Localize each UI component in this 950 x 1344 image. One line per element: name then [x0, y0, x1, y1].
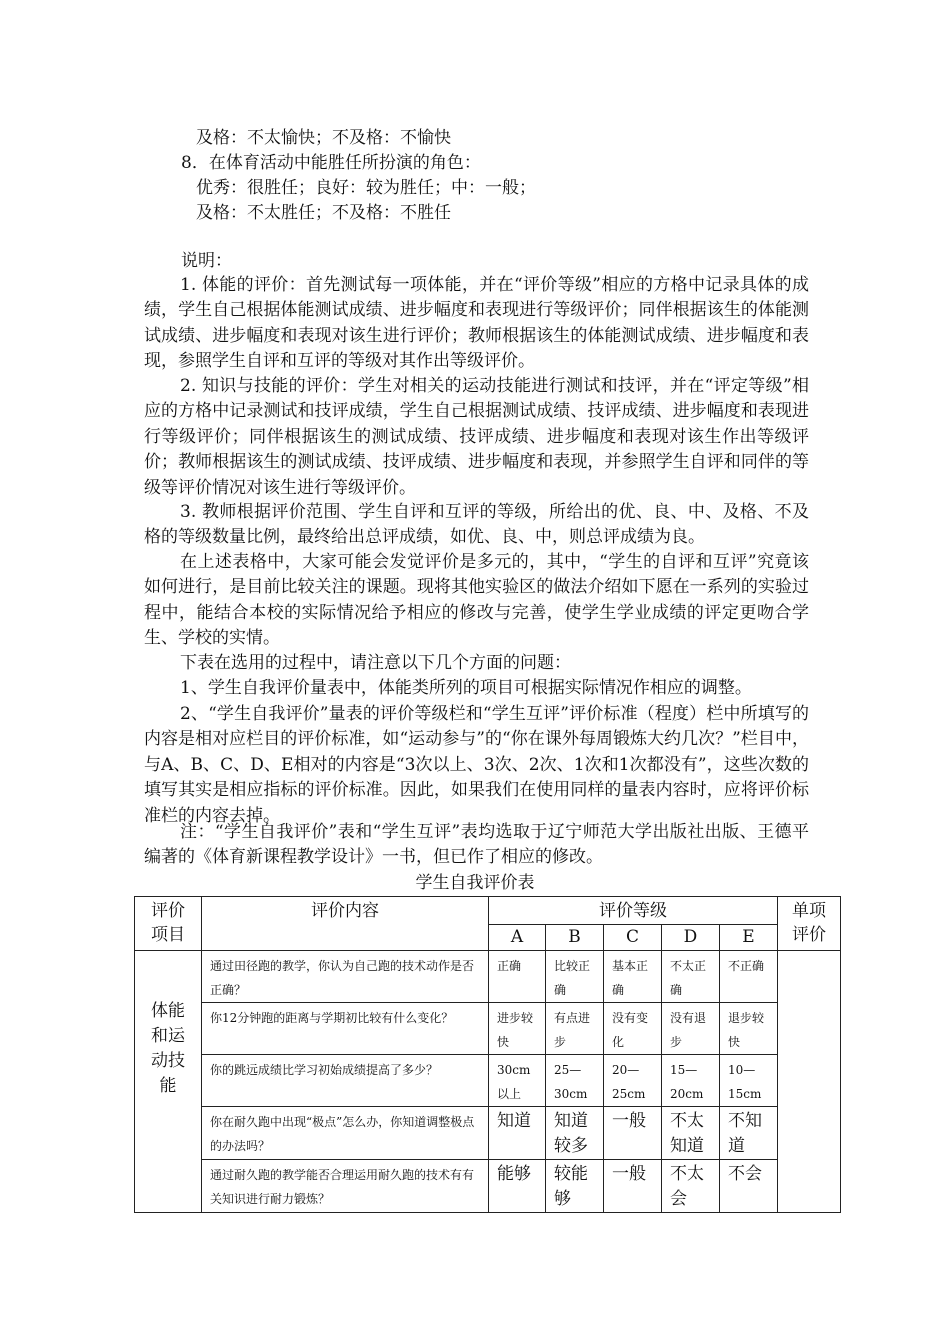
row-grade: 比较正确 — [546, 951, 604, 1003]
paragraph-point-2: 2、“学生自我评价”量表的评价等级栏和“学生互评”评价标准（程度）栏中所填写的内容是相对应栏目的评价标准，如“运动参与”的“你在课外每周锻炼大约几次？”栏目中，与A、B、C、D、E相对的内容是“3次以上、3次、2次、1次和1次都没有”，这些次数的填写其实是相应指标的评价标准。因此，如果我们在使用同样的量表内容时，应将评价标准栏的内容去掉。 — [144, 704, 809, 826]
paragraph-usage: 下表在选用的过程中，请注意以下几个方面的问题： — [180, 653, 571, 673]
header-grade: 评价等级 — [489, 897, 778, 925]
row-grade: 能够 — [489, 1160, 546, 1213]
row-grade: 不太正确 — [662, 951, 720, 1003]
row-grade: 不知道 — [720, 1107, 778, 1160]
header-item: 评价项目 — [135, 897, 202, 951]
row-grade: 退步较快 — [720, 1003, 778, 1055]
grade-c: C — [604, 925, 662, 951]
intro-line: 及格：不太胜任；不及格：不胜任 — [196, 203, 451, 223]
row-grade: 20—25cm — [604, 1055, 662, 1107]
row-grade: 不会 — [720, 1160, 778, 1213]
row-grade: 一般 — [604, 1107, 662, 1160]
paragraph-physical: 1. 体能的评价：首先测试每一项体能，并在“评价等级”相应的方格中记录具体的成绩，学生自己根据体能测试成绩、进步幅度和表现进行等级评价；同伴根据该生的体能测试成绩、进步幅度和表现对该生进行评价；教师根据该生的体能测试成绩、进步幅度和表现，参照学生自评和互评的等级对其作出等级评价。 — [144, 275, 809, 372]
row-grade: 进步较快 — [489, 1003, 546, 1055]
intro-line: 8．在体育活动中能胜任所扮演的角色： — [181, 153, 481, 173]
category-cell: 体能和运动技能 — [135, 951, 202, 1213]
row-content: 你在耐久跑中出现“极点”怎么办，你知道调整极点的办法吗？ — [202, 1107, 489, 1160]
row-grade: 没有退步 — [662, 1003, 720, 1055]
explanation-heading: 说明： — [181, 251, 232, 271]
row-grade: 25—30cm — [546, 1055, 604, 1107]
paragraph-table-note: 在上述表格中，大家可能会发觉评价是多元的，其中，“学生的自评和互评”究竟该如何进行，是目前比较关注的课题。现将其他实验区的做法介绍如下愿在一系列的实验过程中，能结合本校的实际情况给予相应的修改与完善，使学生学业成绩的评定更吻合学生、学校的实情。 — [144, 552, 809, 649]
row-grade: 15—20cm — [662, 1055, 720, 1107]
paragraph-note: 注：“学生自我评价”表和“学生互评”表均选取于辽宁师范大学出版社出版、王德平编著的《体育新课程教学设计》一书，但已作了相应的修改。 — [144, 822, 809, 868]
score-cell[interactable] — [778, 951, 841, 1213]
row-grade: 一般 — [604, 1160, 662, 1213]
header-score: 单项评价 — [778, 897, 841, 951]
row-grade: 不正确 — [720, 951, 778, 1003]
grade-b: B — [546, 925, 604, 951]
row-grade: 知道较多 — [546, 1107, 604, 1160]
paragraph-teacher: 3. 教师根据评价范围、学生自评和互评的等级，所给出的优、良、中、及格、不及格的等级数量比例，最终给出总评成绩，如优、良、中，则总评成绩为良。 — [144, 502, 809, 548]
intro-line: 优秀：很胜任；良好：较为胜任；中：一般； — [196, 178, 536, 198]
row-grade: 有点进步 — [546, 1003, 604, 1055]
row-grade: 基本正确 — [604, 951, 662, 1003]
row-grade: 不太会 — [662, 1160, 720, 1213]
grade-d: D — [662, 925, 720, 951]
row-content: 你12分钟跑的距离与学期初比较有什么变化？ — [202, 1003, 489, 1055]
row-content: 通过耐久跑的教学能否合理运用耐久跑的技术有有关知识进行耐力锻炼？ — [202, 1160, 489, 1213]
row-content: 你的跳远成绩比学习初始成绩提高了多少？ — [202, 1055, 489, 1107]
row-grade: 不太知道 — [662, 1107, 720, 1160]
header-content: 评价内容 — [202, 897, 489, 951]
row-grade: 正确 — [489, 951, 546, 1003]
self-evaluation-table — [134, 896, 841, 1213]
row-content: 通过田径跑的教学，你认为自己跑的技术动作是否正确？ — [202, 951, 489, 1003]
row-grade: 10—15cm — [720, 1055, 778, 1107]
paragraph-point-1: 1、学生自我评价量表中，体能类所列的项目可根据实际情况作相应的调整。 — [180, 678, 752, 698]
table-title: 学生自我评价表 — [415, 873, 535, 893]
paragraph-skills: 2. 知识与技能的评价：学生对相关的运动技能进行测试和技评，并在“评定等级”相应的方格中记录测试和技评成绩，学生自己根据测试成绩、技评成绩、进步幅度和表现进行等级评价；同伴根据该生的测试成绩、技评成绩、进步幅度和表现对该生作出等级评价；教师根据该生的测试成绩、技评成绩、进步幅度和表现，并参照学生自评和同伴的等级等评价情况对该生进行等级评价。 — [144, 376, 809, 498]
row-grade: 知道 — [489, 1107, 546, 1160]
grade-e: E — [720, 925, 778, 951]
row-grade: 30cm以上 — [489, 1055, 546, 1107]
row-grade: 没有变化 — [604, 1003, 662, 1055]
intro-line: 及格：不太愉快；不及格：不愉快 — [196, 128, 451, 148]
grade-a: A — [489, 925, 546, 951]
row-grade: 较能够 — [546, 1160, 604, 1213]
